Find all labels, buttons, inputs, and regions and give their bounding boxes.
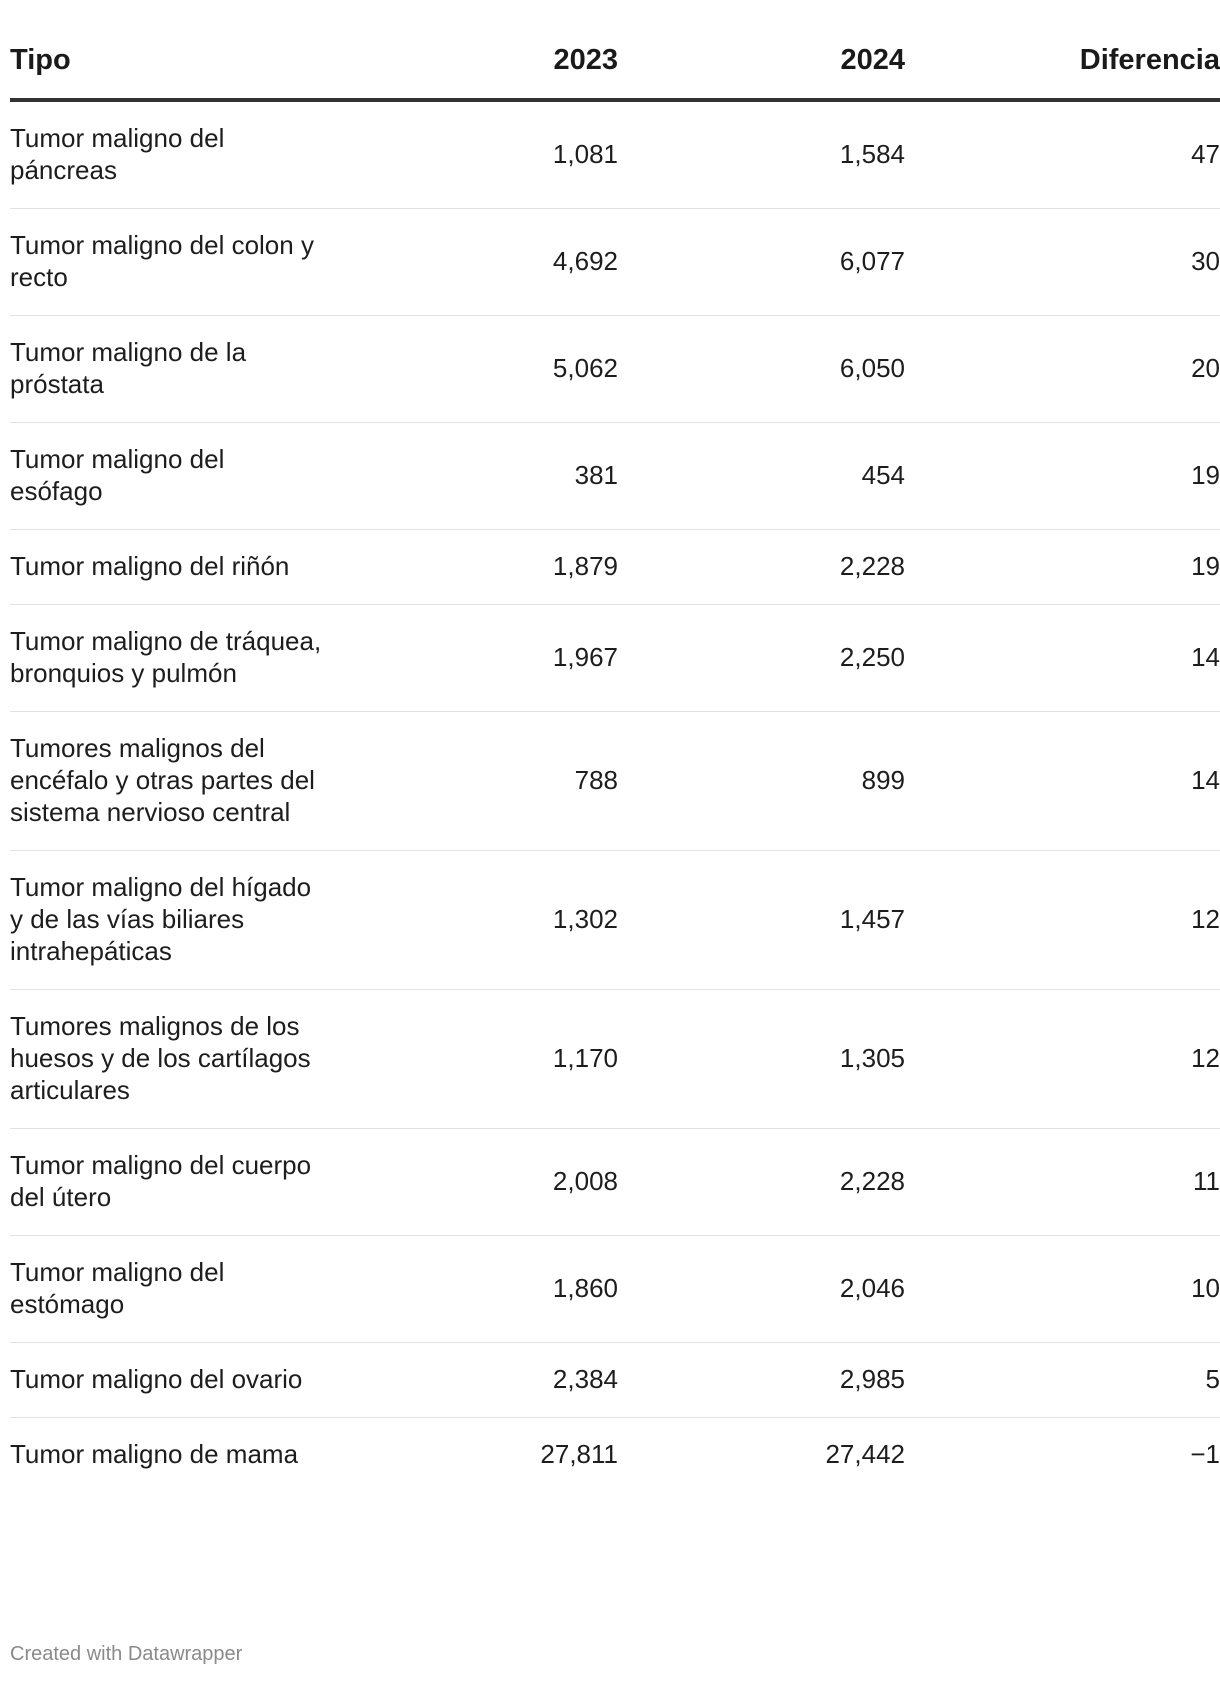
cell-diferencia: 19 (905, 530, 1220, 605)
cell-diferencia: 20 (905, 316, 1220, 423)
cell-2024: 2,046 (618, 1236, 905, 1343)
column-header-2024[interactable]: 2024 (618, 0, 905, 100)
cell-2023: 1,967 (335, 605, 618, 712)
table-row (10, 530, 1220, 605)
cell-2023: 1,860 (335, 1236, 618, 1343)
cell-2024: 1,584 (618, 100, 905, 209)
cell-2024: 2,250 (618, 605, 905, 712)
column-header-tipo[interactable]: Tipo (10, 0, 335, 100)
cell-2023: 1,302 (335, 851, 618, 990)
cell-tipo: Tumor maligno de tráquea, bronquios y pulmón (10, 605, 335, 712)
table-row (10, 851, 1220, 990)
table-row (10, 1236, 1220, 1343)
cell-2024: 454 (618, 423, 905, 530)
cell-tipo: Tumor maligno del estómago (10, 1236, 335, 1343)
cell-2024: 899 (618, 712, 905, 851)
table-row (10, 990, 1220, 1129)
cell-2024: 2,228 (618, 1129, 905, 1236)
cell-2023: 381 (335, 423, 618, 530)
column-header-2023[interactable]: 2023 (335, 0, 618, 100)
cell-tipo: Tumor maligno del ovario (10, 1343, 335, 1418)
cell-2023: 27,811 (540, 1439, 618, 1469)
header-row (10, 0, 1220, 100)
table-row (10, 209, 1220, 316)
cell-diferencia: 30 (905, 209, 1220, 316)
cell-tipo: Tumor maligno del esófago (10, 423, 335, 530)
cell-diferencia: 14 (905, 712, 1220, 851)
cell-2024: 6,050 (618, 316, 905, 423)
cell-diferencia: 14 (905, 605, 1220, 712)
data-table (10, 0, 1220, 1492)
cell-2023: 5,062 (335, 316, 618, 423)
cell-tipo: Tumor maligno del hígado y de las vías biliares intrahepáticas (10, 851, 335, 990)
cell-tipo: Tumor maligno del riñón (10, 530, 335, 605)
table-row (10, 1129, 1220, 1236)
cell-2024: 1,305 (618, 990, 905, 1129)
cell-tipo: Tumores malignos de los huesos y de los cartílagos articulares (10, 990, 335, 1129)
cell-tipo: Tumor maligno del cuerpo del útero (10, 1129, 335, 1236)
table-header (10, 0, 1220, 100)
cell-tipo: Tumor maligno del colon y recto (10, 209, 335, 316)
cell-2023: 1,170 (335, 990, 618, 1129)
table-row (10, 100, 1220, 209)
cell-diferencia: 12 (905, 990, 1220, 1129)
column-header-diferencia[interactable]: Diferencia (905, 0, 1220, 100)
table-body (10, 100, 1220, 1492)
table-row (10, 605, 1220, 712)
cell-diferencia: −1 (1190, 1439, 1220, 1469)
cell-2023: 4,692 (335, 209, 618, 316)
cell-diferencia: 12 (905, 851, 1220, 990)
cell-2024: 27,442 (825, 1439, 905, 1469)
cell-tipo: Tumor maligno de la próstata (10, 316, 335, 423)
cell-diferencia: 11 (905, 1129, 1220, 1236)
table-row (10, 423, 1220, 530)
cell-tipo: Tumor maligno de mama (10, 1439, 299, 1469)
table-row (10, 1418, 1220, 1493)
table-row (10, 712, 1220, 851)
cell-2023: 2,008 (335, 1129, 618, 1236)
table-row (10, 316, 1220, 423)
cell-2024: 1,457 (618, 851, 905, 990)
cell-diferencia: 10 (905, 1236, 1220, 1343)
cell-diferencia: 5 (905, 1343, 1220, 1418)
table-container (10, 0, 1220, 1665)
table-row (10, 1343, 1220, 1418)
datawrapper-credit[interactable]: Created with Datawrapper (10, 1643, 243, 1665)
cell-diferencia: 47 (905, 100, 1220, 209)
cell-2023: 788 (335, 712, 618, 851)
cell-2023: 1,081 (335, 100, 618, 209)
cell-2023: 2,384 (335, 1343, 618, 1418)
cell-2024: 2,228 (618, 530, 905, 605)
cell-2023: 1,879 (335, 530, 618, 605)
cell-2024: 6,077 (618, 209, 905, 316)
cell-tipo: Tumor maligno del páncreas (10, 100, 335, 209)
cell-diferencia: 19 (905, 423, 1220, 530)
cell-tipo: Tumores malignos del encéfalo y otras partes del sistema nervioso central (10, 712, 335, 851)
cell-2024: 2,985 (618, 1343, 905, 1418)
